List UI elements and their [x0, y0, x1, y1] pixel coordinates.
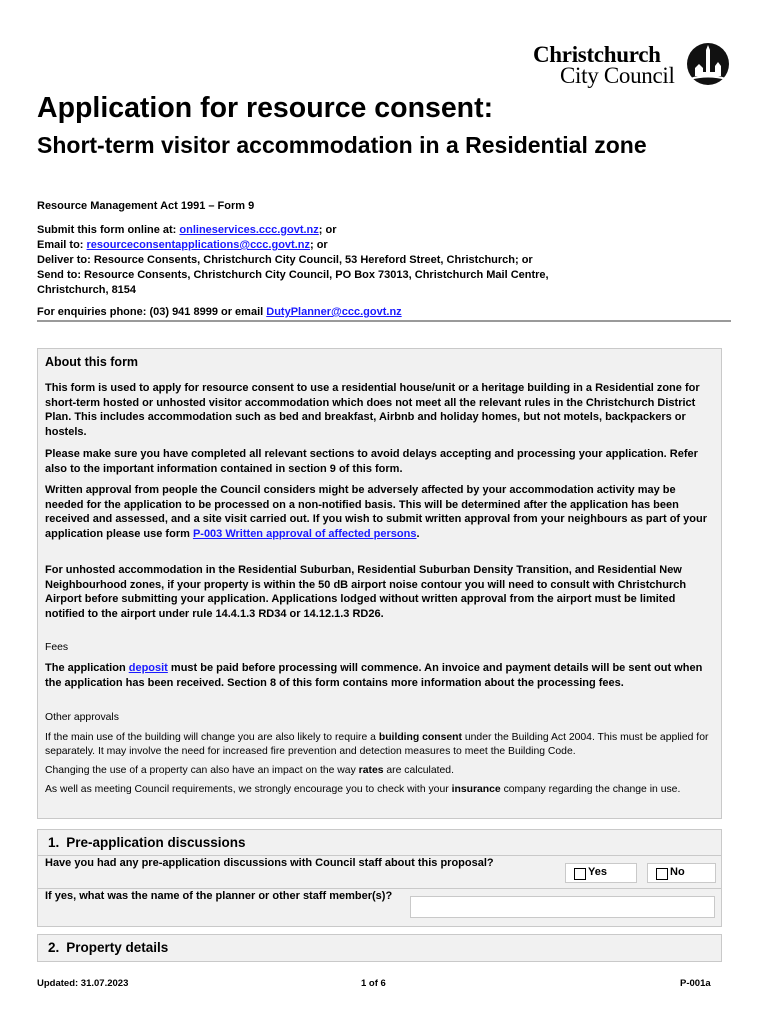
written-approval-form-link[interactable]: P-003 Written approval of affected persons [192, 527, 417, 540]
act-reference: Resource Management Act 1991 – Form 9 [37, 200, 255, 212]
consent-email-link[interactable]: resourceconsentapplications@ccc.govt.nz [86, 239, 310, 251]
about-this-form-box [37, 348, 722, 819]
cathedral-emblem-icon [684, 42, 732, 86]
deposit-link[interactable]: deposit [128, 662, 168, 674]
logo-line1: Christchurch [533, 42, 661, 67]
about-paragraph-4: For unhosted accommodation in the Residential Suburban, Residential Suburban Density Transition, and Residential New Neighbourhood zones, if your property is within the 50 dB airport noise contour you will need to consult with Christchurch Airport before submitting your application. Applications lodged without written approval from the airport must be limited notified to the airport under rule 14.4.1.3 RD34 or 14.12.1.3 RD26. [45, 564, 687, 620]
fees-paragraph: The application deposit must be paid before processing will commence. An invoice and payment details will be sent out when the application has been received. Section 8 of this form contains more information about the processing fees. [45, 662, 703, 689]
about-paragraph-1: This form is used to apply for resource consent to use a residential house/unit or a heritage building in a Residential zone for short-term hosted or unhosted visitor accommodation which does not meet all the relevant rules in the Christchurch District Plan. This includes accommodation such as bed and breakfast, Airbnb and holiday homes, but not motels, backpackers or hostels. [45, 382, 700, 438]
duty-planner-email-link[interactable]: DutyPlanner@ccc.govt.nz [266, 306, 402, 318]
send-line-2: Christchurch, 8154 [37, 284, 137, 296]
page-subtitle: Short-term visitor accommodation in a Residential zone [37, 132, 647, 158]
section-1-heading: 1. Pre-application discussions [48, 835, 246, 850]
submit-online-line: Submit this form online at: onlineservices.ccc.govt.nz; or [37, 224, 337, 236]
yes-checkbox[interactable]: Yes [565, 863, 637, 883]
logo-line2: City Council [560, 63, 675, 88]
online-services-link[interactable]: onlineservices.ccc.govt.nz [179, 224, 319, 236]
fees-heading: Fees [45, 642, 69, 653]
section-pre-application [37, 829, 722, 927]
submit-email-line: Email to: resourceconsentapplications@ccc.govt.nz; or [37, 239, 328, 251]
footer-form-code: P-001a [680, 978, 711, 989]
header-divider [37, 320, 731, 322]
other-approvals-paragraph-1: If the main use of the building will change you are also likely to require a building consent under the Building Act 2004. This must be applied for separately. It may involve the need for increased fire prevention and detection measures to meet the Building Code. [45, 732, 709, 757]
about-paragraph-2: Please make sure you have completed all relevant sections to avoid delays accepting and processing your application. Refer also to the important information contained in section 9 of this form. [45, 448, 698, 475]
section-2-heading: 2. Property details [48, 940, 169, 955]
footer-page-number: 1 of 6 [361, 978, 386, 989]
section-property-details [37, 934, 722, 962]
pre-application-question: Have you had any pre-application discussions with Council staff about this proposal? [45, 857, 494, 869]
about-paragraph-3: Written approval from people the Council considers might be adversely affected by your accommodation activity may be needed for the application to be processed on a non-notified basis. This will be determined after the application has been received and assessed, and a site visit carried out. If you wish to submit written approval from your neighbours as part of your application please use form P-003 Written approval of affected persons. [45, 484, 707, 540]
planner-name-question: If yes, what was the name of the planner or other staff member(s)? [45, 890, 393, 902]
send-line-1: Send to: Resource Consents, Christchurch City Council, PO Box 73013, Christchurch Mail Centre, [37, 269, 549, 281]
other-approvals-paragraph-2: Changing the use of a property can also have an impact on the way rates are calculated. [45, 765, 454, 776]
planner-name-field[interactable] [410, 896, 715, 918]
other-approvals-paragraph-3: As well as meeting Council requirements, we strongly encourage you to check with your insurance company regarding the change in use. [45, 784, 681, 795]
enquiries-line: For enquiries phone: (03) 941 8999 or email DutyPlanner@ccc.govt.nz [37, 306, 402, 318]
about-heading: About this form [45, 355, 139, 369]
council-logo [533, 42, 733, 86]
other-approvals-heading: Other approvals [45, 712, 119, 723]
checkbox-square-icon[interactable] [656, 868, 668, 880]
page-title: Application for resource consent: [37, 92, 494, 124]
checkbox-square-icon[interactable] [574, 868, 586, 880]
footer-updated-date: Updated: 31.07.2023 [37, 978, 129, 989]
deliver-line: Deliver to: Resource Consents, Christchurch City Council, 53 Hereford Street, Christchurch; or [37, 254, 533, 266]
no-checkbox[interactable]: No [647, 863, 716, 883]
